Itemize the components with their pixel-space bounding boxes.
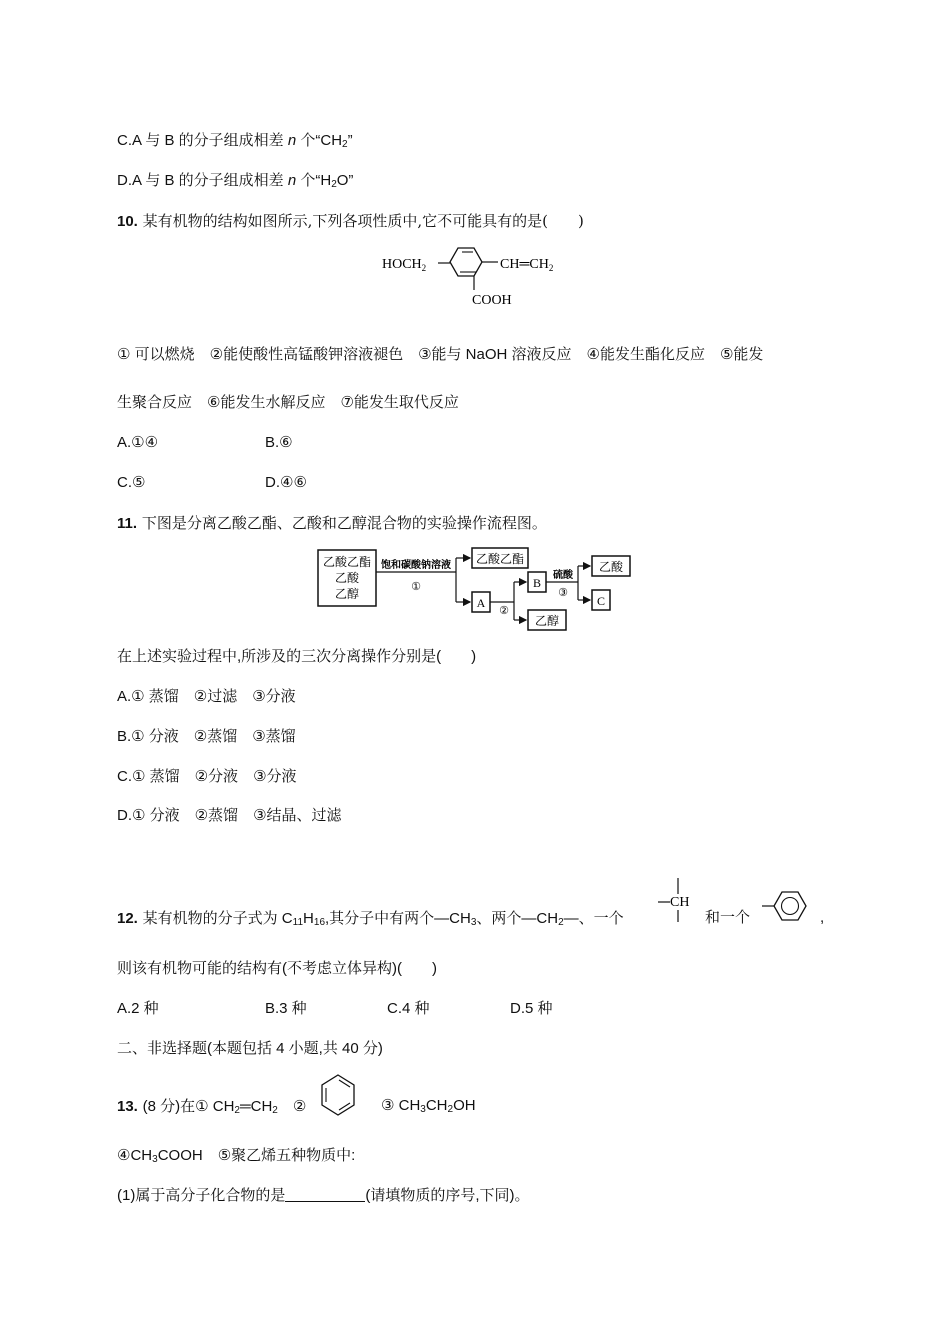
flow-reagent-1: 饱和碳酸钠溶液	[381, 560, 451, 571]
flow-step-1: ①	[411, 581, 421, 593]
flow-start-3: 乙醇	[334, 587, 360, 601]
q9-option-c: C.A 与 B 的分子组成相差 n 个“$CH_2$”	[117, 132, 353, 150]
flow-start-2: 乙酸	[334, 571, 360, 585]
section-2-heading: 二、非选择题(本题包括 4 小题,共 40 分)	[117, 1040, 383, 1057]
q10-props-line1: ① 可以燃烧 ②能使酸性高锰酸钾溶液褪色 ③能与 NaOH 溶液反应 ④能发生酯化反应 ⑤能发	[117, 346, 764, 363]
flow-step-2: ②	[499, 605, 509, 617]
q13-line3: (1)属于高分子化合物的是 (请填物质的序号,下同)。	[117, 1187, 530, 1204]
q10-struct-left: $HOCH_2$	[382, 257, 427, 273]
flow-reagent-3: 硫酸	[553, 570, 573, 581]
q11-option-b: B.① 分液 ②蒸馏 ③蒸馏	[117, 728, 296, 745]
q10-stem: 10. 某有机物的结构如图所示,下列各项性质中,它不可能具有的是( )	[117, 212, 584, 230]
benzene-ring-icon	[774, 892, 806, 920]
flow-out-3: 乙酸	[598, 560, 624, 574]
q12-stem: 12. 某有机物的分子式为 $C_{11}H_{16}$,其分子中有两个$—CH_3$、两个$—CH_2—$、一个	[117, 910, 624, 928]
q13-benzene-diagram	[318, 1072, 358, 1120]
q10-struct-right: $CH═CH_2$	[500, 257, 554, 273]
q9-option-d: D.A 与 B 的分子组成相差 n 个“$H_2O$”	[117, 172, 354, 190]
flow-a-label: A	[476, 596, 486, 610]
q12-option-b: B.3 种	[265, 1000, 307, 1017]
q10-structure-diagram	[380, 238, 580, 314]
q12-option-c: C.4 种	[387, 1000, 430, 1017]
q12-ch-label: CH	[670, 895, 690, 910]
q12-stem-comma: ,	[820, 909, 825, 926]
q13-stem: 13. (8 分)在① $CH_2═CH_2$ ②	[117, 1098, 307, 1116]
q11-flow-chart	[316, 546, 636, 632]
q11-option-a: A.① 蒸馏 ②过滤 ③分液	[117, 688, 296, 705]
q12-stem-and: 和一个	[705, 909, 751, 926]
q12-option-a: A.2 种	[117, 1000, 159, 1017]
q10-struct-bottom: COOH	[472, 293, 512, 308]
q10-props-line2: 生聚合反应 ⑥能发生水解反应 ⑦能发生取代反应	[117, 394, 459, 411]
q12-option-d: D.5 种	[510, 1000, 553, 1017]
q11-question: 在上述实验过程中,所涉及的三次分离操作分别是( )	[117, 648, 477, 665]
flow-start-1: 乙酸乙酯	[322, 555, 372, 569]
flow-b-label: B	[532, 576, 542, 590]
q11-option-c: C.① 蒸馏 ②分液 ③分液	[117, 768, 297, 785]
benzene-ring-icon	[322, 1075, 354, 1115]
q13-line2: $④CH_3COOH$ ⑤聚乙烯五种物质中:	[117, 1147, 356, 1165]
q10-option-b: B.⑥	[265, 434, 293, 451]
q12-phenyl-diagram	[760, 886, 816, 926]
q13-item3: ③ $CH_3CH_2OH$	[381, 1097, 476, 1115]
answer-blank[interactable]	[285, 1187, 365, 1202]
q10-option-a: A.①④	[117, 434, 159, 451]
q12-line2: 则该有机物可能的结构有(不考虑立体异构)( )	[117, 960, 437, 977]
q12-ch-group-diagram	[656, 876, 700, 924]
flow-out-2: 乙醇	[534, 614, 560, 628]
flow-step-3: ③	[558, 587, 568, 599]
q10-option-c: C.⑤	[117, 474, 146, 491]
q10-option-d: D.④⑥	[265, 474, 307, 491]
flow-out-1: 乙酸乙酯	[475, 552, 525, 566]
flow-c-label: C	[596, 594, 606, 608]
q11-option-d: D.① 分液 ②蒸馏 ③结晶、过滤	[117, 807, 342, 824]
q11-stem: 11. 下图是分离乙酸乙酯、乙酸和乙醇混合物的实验操作流程图。	[117, 514, 547, 532]
